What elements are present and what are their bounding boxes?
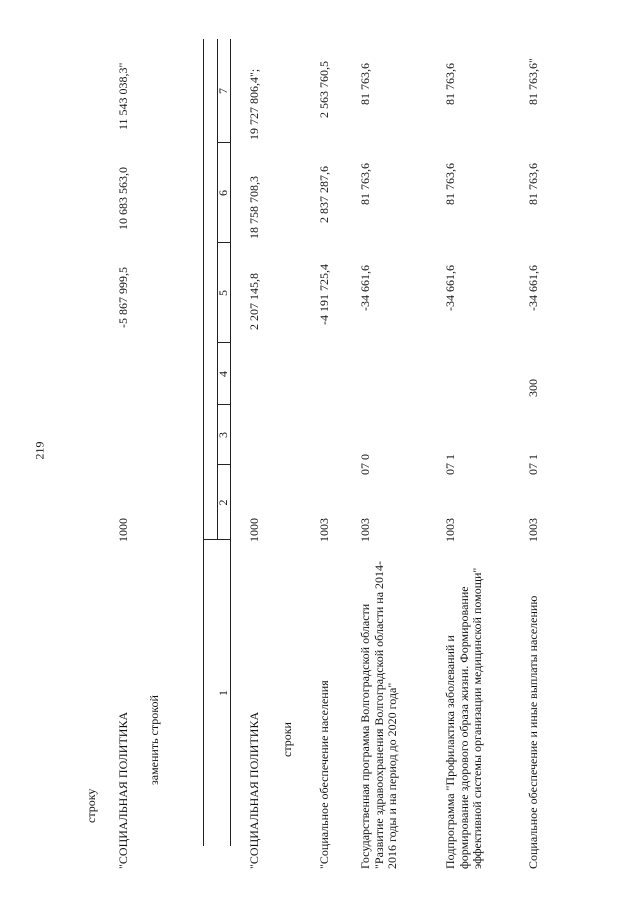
list-item-code: 1003 [317,518,331,542]
header-col-3: 3 [216,432,230,438]
table-row-code: 1000 [247,518,261,542]
top-row-col5: -5 867 999,5 [116,267,130,328]
list-item-target: 07 1 [526,454,540,475]
header-col-7: 7 [216,88,230,94]
header-col-1: 1 [216,690,230,696]
list-item-col6: 81 763,6 [358,163,372,205]
list-item-name: Государственная программа Волгоградской области "Развитие здравоохранения Волгоградской области на 2014-2016 годы и на период до 2020 года" [358,560,399,869]
table-row-col5: 2 207 145,8 [247,273,261,330]
list-item-col7: 81 763,6 [358,63,372,105]
list-item-col7: 81 763,6" [526,58,540,105]
top-row-col6: 10 683 563,0 [116,167,130,230]
table-row-col6: 18 758 708,3 [247,176,261,239]
list-item-code: 1003 [443,518,457,542]
list-item-expense-type: 300 [526,379,540,397]
label-replace: заменить строкой [147,695,161,785]
top-row-col7: 11 543 038,3" [116,62,130,130]
page-number: 219 [32,441,47,460]
list-item-name: "Социальное обеспечение населения [317,680,331,869]
table-top-rule [203,39,204,846]
list-item-col5: -34 661,6 [443,265,457,311]
header-col-5: 5 [216,290,230,296]
header-col-6: 6 [216,190,230,196]
list-item-col6: 81 763,6 [526,163,540,205]
header-col-4: 4 [216,371,230,377]
list-item-col6: 81 763,6 [443,163,457,205]
list-item-code: 1003 [526,518,540,542]
list-item-code: 1003 [358,518,372,542]
list-item-col5: -34 661,6 [526,265,540,311]
list-item-col5: -4 191 725,4 [317,264,331,325]
label-stroki: строки [280,722,294,757]
header-col-2: 2 [216,499,230,506]
list-item-name: Подпрограмма "Профилактика заболеваний и формирование здорового образа жизни. Формирование эффективной системы организации медицинской помощи" [443,567,484,869]
list-item-col5: -34 661,6 [358,265,372,311]
list-item-col6: 2 837 287,6 [317,166,331,223]
list-item-col7: 81 763,6 [443,63,457,105]
list-item-target: 07 1 [443,454,457,475]
list-item-target: 07 0 [358,454,372,475]
list-item-name: Социальное обеспечение и иные выплаты населению [526,595,540,869]
list-item-col7: 2 563 760,5 [317,61,331,118]
top-row-code: 1000 [116,518,130,542]
top-row-name: "СОЦИАЛЬНАЯ ПОЛИТИКА [116,711,130,869]
table-row-name: "СОЦИАЛЬНАЯ ПОЛИТИКА [247,711,261,869]
label-stroku: строку [84,788,98,823]
table-row-col7: 19 727 806,4"; [247,68,261,140]
